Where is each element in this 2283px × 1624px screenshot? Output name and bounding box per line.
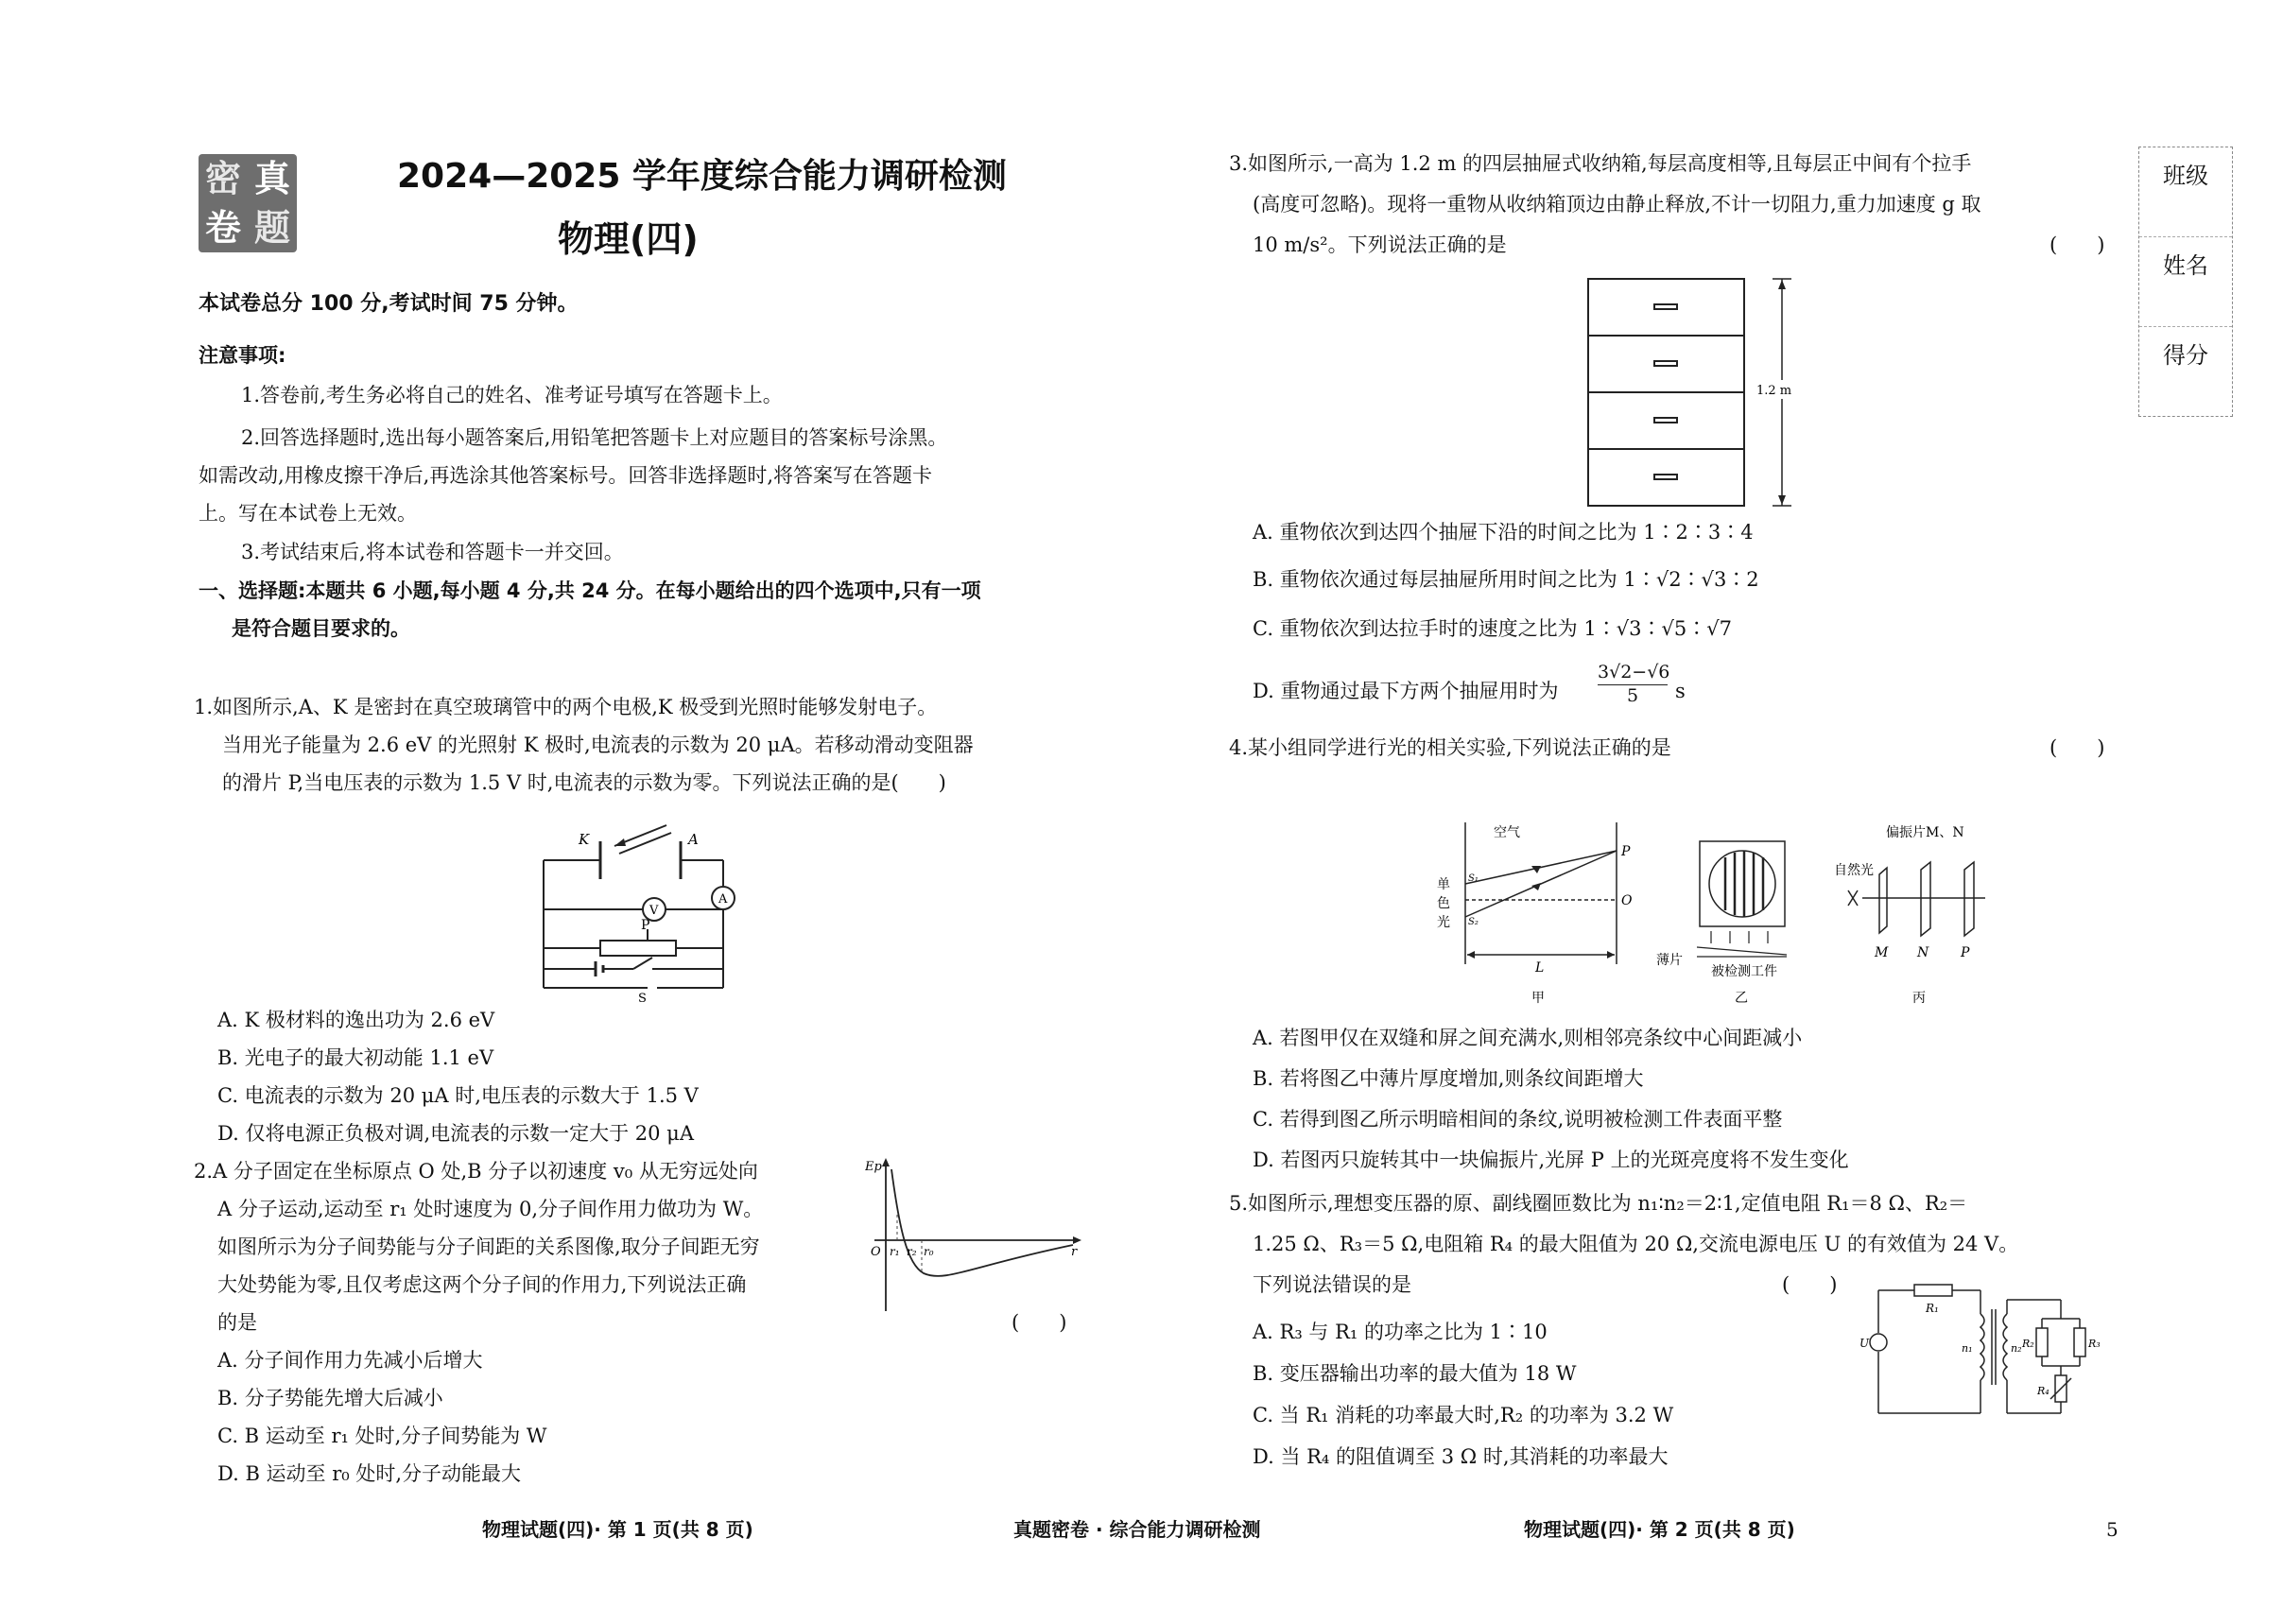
polarizer-m-label: M xyxy=(1875,945,1889,960)
fraction-numerator: 3√2−√6 xyxy=(1598,662,1668,685)
r1-label: R₁ xyxy=(1926,1302,1939,1315)
notice-item: 上。写在本试卷上无效。 xyxy=(199,502,417,525)
logo-char: 密 xyxy=(204,158,241,199)
q2-option-c: C. B 运动至 r₁ 处时,分子间势能为 W xyxy=(217,1425,547,1447)
q1-option-a: A. K 极材料的逸出功为 2.6 eV xyxy=(217,1009,495,1031)
q3-option-c: C. 重物依次到达拉手时的速度之比为 1∶√3∶√5∶√7 xyxy=(1253,617,1732,640)
logo-char: 真 xyxy=(253,158,290,199)
q3-option-d-unit: s xyxy=(1675,680,1686,702)
q2-stem: 如图所示为分子间势能与分子间距的关系图像,取分子间距无穷 xyxy=(217,1235,760,1258)
fraction-denominator: 5 xyxy=(1626,685,1639,706)
page-number: 5 xyxy=(2106,1518,2119,1541)
figure-jia-label: 甲 xyxy=(1531,991,1545,1006)
anode-a-label: A xyxy=(688,831,699,848)
q3-answer-bracket: ( ) xyxy=(2050,233,2105,256)
score-label: 得分 xyxy=(2163,342,2208,369)
q3-option-d: D. 重物通过最下方两个抽屉用时为 xyxy=(1253,680,1559,702)
footer-left: 物理试题(四)· 第 1 页(共 8 页) xyxy=(482,1518,753,1541)
l-label: L xyxy=(1535,960,1545,976)
q5-stem: 下列说法错误的是 xyxy=(1253,1273,1411,1296)
q2-option-d: D. B 运动至 r₀ 处时,分子动能最大 xyxy=(217,1462,522,1485)
q1-stem: 当用光子能量为 2.6 eV 的光照射 K 极时,电流表的示数为 20 μA。若移动滑动变阻器 xyxy=(222,734,974,756)
natural-light-label: 自然光 xyxy=(1834,863,1874,878)
exam-title: 2024—2025 学年度综合能力调研检测 xyxy=(397,157,1007,196)
origin-label: O xyxy=(871,1245,881,1259)
q3-stem: 3.如图所示,一高为 1.2 m 的四层抽屉式收纳箱,每层高度相等,且每层正中间有个拉手 xyxy=(1229,152,1972,175)
n2-label: n₂ xyxy=(2011,1342,2022,1355)
s1-label: S₁ xyxy=(1468,873,1479,884)
name-label: 姓名 xyxy=(2163,252,2208,279)
r3-label: R₃ xyxy=(2088,1338,2101,1350)
q4-option-a: A. 若图甲仅在双缝和屏之间充满水,则相邻亮条纹中心间距减小 xyxy=(1253,1027,1803,1049)
slider-p-label: P xyxy=(641,918,650,933)
q2-stem: 2.A 分子固定在坐标原点 O 处,B 分子以初速度 v₀ 从无穷远处向 xyxy=(194,1160,758,1183)
q1-circuit-figure xyxy=(539,818,737,1007)
ep-axis-label: Ep xyxy=(865,1160,882,1174)
r-axis-label: r xyxy=(1071,1245,1078,1259)
q4-option-d: D. 若图丙只旋转其中一块偏振片,光屏 P 上的光斑亮度将不发生变化 xyxy=(1253,1149,1849,1171)
class-field[interactable] xyxy=(2139,147,2232,237)
o-label: O xyxy=(1621,893,1633,908)
q4-option-b: B. 若将图乙中薄片厚度增加,则条纹间距增大 xyxy=(1253,1067,1644,1090)
r4-label: R₄ xyxy=(2037,1385,2050,1397)
q5-stem: 1.25 Ω、R₃＝5 Ω,电阻箱 R₄ 的最大阻值为 20 Ω,交流电源电压 U 的有效值为 24 V。 xyxy=(1253,1233,2019,1255)
q3-stem: 10 m/s²。下列说法正确的是 xyxy=(1253,233,1507,256)
q5-option-c: C. 当 R₁ 消耗的功率最大时,R₂ 的功率为 3.2 W xyxy=(1253,1404,1674,1426)
screen-p-label: P xyxy=(1961,945,1970,960)
q1-option-b: B. 光电子的最大初动能 1.1 eV xyxy=(217,1046,494,1069)
q3-stem: (高度可忽略)。现将一重物从收纳箱顶边由静止释放,不计一切阻力,重力加速度 g 取 xyxy=(1253,193,1981,216)
q5-option-b: B. 变压器输出功率的最大值为 18 W xyxy=(1253,1362,1577,1385)
logo-char: 题 xyxy=(253,207,290,249)
r0-label: r₀ xyxy=(924,1245,934,1258)
q5-transformer-circuit xyxy=(1858,1276,2113,1427)
n1-label: n₁ xyxy=(1962,1342,1973,1355)
score-field[interactable] xyxy=(2139,327,2232,416)
u-label: U xyxy=(1859,1337,1870,1350)
name-field[interactable] xyxy=(2139,237,2232,327)
score-sidebar xyxy=(2138,147,2233,417)
section-heading: 是符合题目要求的。 xyxy=(232,617,410,640)
ammeter-label: A xyxy=(718,892,728,907)
thin-sheet-label: 薄片 xyxy=(1656,953,1683,968)
section-heading: 一、选择题:本题共 6 小题,每小题 4 分,共 24 分。在每小题给出的四个选项中,只有一项 xyxy=(199,579,981,602)
q5-option-d: D. 当 R₄ 的阻值调至 3 Ω 时,其消耗的功率最大 xyxy=(1253,1445,1669,1468)
logo-char: 卷 xyxy=(204,207,241,249)
q3-option-b: B. 重物依次通过每层抽屉所用时间之比为 1∶√2∶√3∶2 xyxy=(1253,568,1759,591)
q5-answer-bracket: ( ) xyxy=(1782,1273,1838,1296)
q4-optics-figures xyxy=(1399,813,2004,1011)
cathode-k-label: K xyxy=(579,831,590,848)
r1-label: r₁ xyxy=(890,1245,900,1258)
q2-option-a: A. 分子间作用力先减小后增大 xyxy=(217,1349,483,1372)
air-label: 空气 xyxy=(1494,825,1520,840)
notice-item: 2.回答选择题时,选出每小题答案后,用铅笔把答题卡上对应题目的答案标号涂黑。 xyxy=(241,426,948,449)
notice-item: 如需改动,用橡皮擦干净后,再选涂其他答案标号。回答非选择题时,将答案写在答题卡 xyxy=(199,464,933,487)
q1-option-d: D. 仅将电源正负极对调,电流表的示数一定大于 20 μA xyxy=(217,1122,694,1145)
workpiece-label: 被检测工件 xyxy=(1711,964,1777,979)
light-label: 光 xyxy=(1437,915,1450,930)
voltmeter-label: V xyxy=(649,904,659,918)
q2-stem: A 分子运动,运动至 r₁ 处时速度为 0,分子间作用力做功为 W。 xyxy=(217,1198,764,1220)
q3-option-d-fraction xyxy=(1598,662,1668,706)
class-label: 班级 xyxy=(2163,163,2208,189)
r2-label: R₂ xyxy=(2022,1338,2034,1350)
q2-stem: 的是 xyxy=(217,1311,257,1334)
light-label: 色 xyxy=(1437,896,1450,911)
q3-drawer-figure xyxy=(1579,274,1815,510)
q3-option-a: A. 重物依次到达四个抽屉下沿的时间之比为 1∶2∶3∶4 xyxy=(1253,521,1754,544)
q2-stem: 大处势能为零,且仅考虑这两个分子间的作用力,下列说法正确 xyxy=(217,1273,747,1296)
polarizer-n-label: N xyxy=(1917,945,1929,960)
q5-option-a: A. R₃ 与 R₁ 的功率之比为 1∶10 xyxy=(1253,1321,1548,1343)
q1-option-c: C. 电流表的示数为 20 μA 时,电压表的示数大于 1.5 V xyxy=(217,1084,699,1107)
q2-potential-energy-graph xyxy=(865,1155,1082,1316)
logo xyxy=(199,154,297,252)
figure-yi-label: 乙 xyxy=(1735,991,1748,1006)
footer-center: 真题密卷 · 综合能力调研检测 xyxy=(1013,1518,1261,1541)
figure-bing-label: 丙 xyxy=(1912,991,1926,1006)
notice-item: 1.答卷前,考生务必将自己的姓名、准考证号填写在答题卡上。 xyxy=(241,384,783,406)
footer-right: 物理试题(四)· 第 2 页(共 8 页) xyxy=(1524,1518,1795,1541)
height-label: 1.2 m xyxy=(1756,384,1792,398)
light-label: 单 xyxy=(1437,877,1450,892)
polarizer-label: 偏振片M、N xyxy=(1886,825,1964,840)
q1-stem: 1.如图所示,A、K 是密封在真空玻璃管中的两个电极,K 极受到光照时能够发射电子。 xyxy=(194,696,938,718)
p-label: P xyxy=(1621,844,1631,859)
q2-answer-bracket: ( ) xyxy=(1012,1311,1067,1334)
q2-option-b: B. 分子势能先增大后减小 xyxy=(217,1387,443,1409)
q4-option-c: C. 若得到图乙所示明暗相间的条纹,说明被检测工件表面平整 xyxy=(1253,1108,1783,1131)
q5-stem: 5.如图所示,理想变压器的原、副线圈匝数比为 n₁∶n₂＝2∶1,定值电阻 R₁＝8 Ω、R₂＝ xyxy=(1229,1192,1968,1215)
notice-title: 注意事项: xyxy=(199,344,286,367)
q4-stem: 4.某小组同学进行光的相关实验,下列说法正确的是 xyxy=(1229,736,1671,759)
switch-s-label: S xyxy=(638,992,647,1006)
r2-label: r₂ xyxy=(907,1245,917,1258)
total-info: 本试卷总分 100 分,考试时间 75 分钟。 xyxy=(199,292,579,316)
q4-answer-bracket: ( ) xyxy=(2050,736,2105,759)
notice-item: 3.考试结束后,将本试卷和答题卡一并交回。 xyxy=(241,541,624,563)
subject-title: 物理(四) xyxy=(558,218,699,260)
s2-label: S₂ xyxy=(1468,917,1479,927)
q1-stem: 的滑片 P,当电压表的示数为 1.5 V 时,电流表的示数为零。下列说法正确的是( ) xyxy=(222,771,946,794)
